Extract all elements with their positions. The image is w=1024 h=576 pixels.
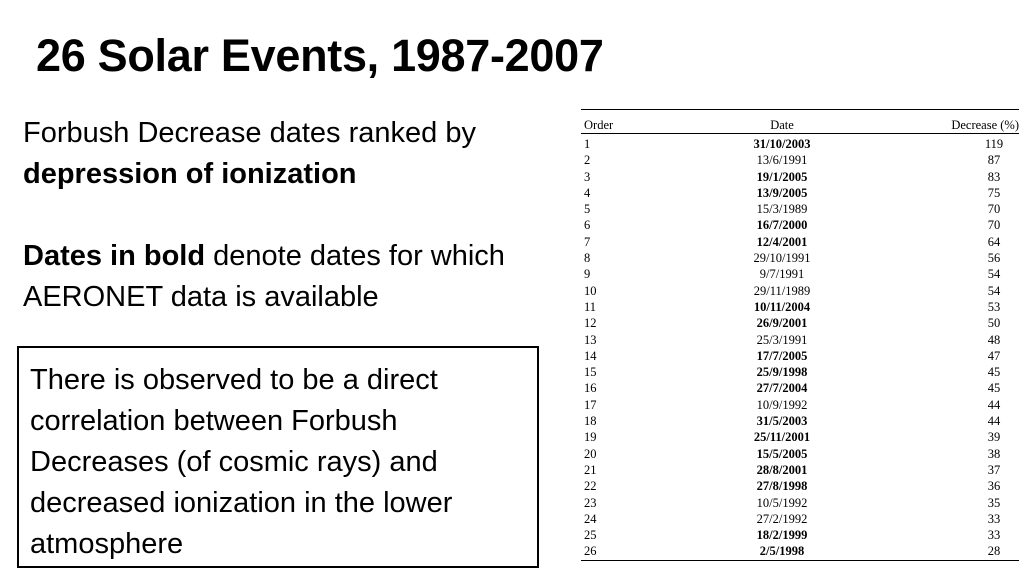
date-cell: 13/6/1991 xyxy=(756,153,808,168)
date-cell: 10/9/1992 xyxy=(756,397,808,412)
order-cell: 23 xyxy=(584,495,597,510)
intro-text xyxy=(23,113,568,318)
date-cell: 10/11/2004 xyxy=(753,299,811,314)
order-cell: 9 xyxy=(584,267,591,282)
order-cell: 14 xyxy=(584,348,597,363)
date-cell: 15/3/1989 xyxy=(756,202,808,217)
decrease-cell: 50 xyxy=(987,316,1001,331)
decrease-cell: 75 xyxy=(987,185,1001,200)
order-cell: 10 xyxy=(584,283,597,298)
table-row xyxy=(581,348,1019,364)
ranking-description-bold: depression of ionization xyxy=(23,158,357,190)
table-header-row xyxy=(581,110,1019,134)
date-cell: 18/2/1999 xyxy=(756,528,808,543)
table-row xyxy=(581,315,1019,331)
decrease-cell: 45 xyxy=(987,365,1001,380)
decrease-column-header: Decrease (%) xyxy=(862,110,1019,134)
order-cell: 8 xyxy=(584,251,591,266)
table-row xyxy=(581,217,1019,233)
decrease-cell: 54 xyxy=(987,283,1001,298)
table-row xyxy=(581,380,1019,396)
ranking-description xyxy=(23,113,568,195)
decrease-cell: 53 xyxy=(987,299,1001,314)
table-row xyxy=(581,234,1019,250)
order-cell: 16 xyxy=(584,381,597,396)
date-cell: 19/1/2005 xyxy=(756,169,808,184)
date-cell: 25/3/1991 xyxy=(756,332,808,347)
order-cell: 3 xyxy=(584,169,591,184)
table-row xyxy=(581,332,1019,348)
ranking-description-plain: Forbush Decrease dates ranked by xyxy=(23,117,476,149)
table-row xyxy=(581,169,1019,185)
order-column-header: Order xyxy=(581,110,702,134)
date-cell: 27/2/1992 xyxy=(756,511,808,526)
decrease-cell: 48 xyxy=(987,332,1001,347)
order-cell: 24 xyxy=(584,511,597,526)
table-row xyxy=(581,527,1019,543)
bold-dates-legend xyxy=(23,236,568,318)
order-cell: 6 xyxy=(584,218,591,233)
date-cell: 26/9/2001 xyxy=(756,316,808,331)
date-cell: 9/7/1991 xyxy=(759,267,805,282)
decrease-cell: 45 xyxy=(987,381,1001,396)
decrease-cell: 56 xyxy=(987,251,1001,266)
order-cell: 26 xyxy=(584,544,597,559)
date-cell: 16/7/2000 xyxy=(756,218,808,233)
decrease-cell: 38 xyxy=(987,446,1001,461)
date-cell: 25/9/1998 xyxy=(756,365,808,380)
decrease-cell: 64 xyxy=(987,234,1001,249)
order-cell: 20 xyxy=(584,446,597,461)
date-cell: 10/5/1992 xyxy=(756,495,808,510)
decrease-cell: 47 xyxy=(987,348,1001,363)
date-cell: 25/11/2001 xyxy=(753,430,811,445)
order-cell: 11 xyxy=(584,299,597,314)
decrease-cell: 33 xyxy=(987,511,1001,526)
decrease-cell: 33 xyxy=(987,528,1001,543)
date-cell: 13/9/2005 xyxy=(756,185,808,200)
decrease-cell: 36 xyxy=(987,479,1001,494)
order-cell: 22 xyxy=(584,479,597,494)
correlation-note-text: There is observed to be a direct correlation between Forbush Decreases (of cosmic rays) and decreased ionization in the lower atmosphere xyxy=(30,364,453,560)
date-cell: 31/5/2003 xyxy=(756,414,808,429)
decrease-cell: 35 xyxy=(987,495,1001,510)
order-cell: 18 xyxy=(584,414,597,429)
date-column-header: Date xyxy=(702,110,862,134)
date-cell: 15/5/2005 xyxy=(756,446,808,461)
order-cell: 19 xyxy=(584,430,597,445)
date-cell: 12/4/2001 xyxy=(756,234,808,249)
table-row xyxy=(581,364,1019,380)
date-cell: 28/8/2001 xyxy=(756,462,808,477)
table-row xyxy=(581,511,1019,527)
decrease-cell: 87 xyxy=(987,153,1001,168)
table-row xyxy=(581,185,1019,201)
decrease-cell: 54 xyxy=(987,267,1001,282)
forbush-decrease-table xyxy=(581,109,1019,561)
decrease-cell: 119 xyxy=(984,137,1004,151)
decrease-cell: 39 xyxy=(987,430,1001,445)
correlation-note-box xyxy=(17,346,539,568)
decrease-cell: 37 xyxy=(987,462,1001,477)
order-cell: 1 xyxy=(584,137,591,151)
bold-dates-legend-plain: denote dates for which AERONET data is available xyxy=(23,240,505,313)
table-row xyxy=(581,283,1019,299)
slide-title: 26 Solar Events, 1987-2007 xyxy=(36,30,604,81)
decrease-cell: 28 xyxy=(987,544,1001,559)
order-cell: 4 xyxy=(584,185,591,200)
decrease-cell: 83 xyxy=(987,169,1001,184)
order-cell: 17 xyxy=(584,397,597,412)
table-row xyxy=(581,134,1019,153)
decrease-cell: 44 xyxy=(987,414,1001,429)
bold-dates-legend-bold: Dates in bold xyxy=(23,240,206,272)
order-cell: 12 xyxy=(584,316,597,331)
order-cell: 13 xyxy=(584,332,597,347)
order-cell: 7 xyxy=(584,234,591,249)
date-cell: 17/7/2005 xyxy=(756,348,808,363)
date-cell: 27/8/1998 xyxy=(756,479,808,494)
table-row xyxy=(581,495,1019,511)
order-cell: 15 xyxy=(584,365,597,380)
date-cell: 29/10/1991 xyxy=(753,251,811,266)
table-row xyxy=(581,543,1019,560)
table-body xyxy=(581,134,1019,561)
table-row xyxy=(581,462,1019,478)
table-row xyxy=(581,446,1019,462)
table-row xyxy=(581,397,1019,413)
date-cell: 2/5/1998 xyxy=(759,544,805,559)
table-row xyxy=(581,250,1019,266)
table-row xyxy=(581,201,1019,217)
decrease-cell: 44 xyxy=(987,397,1001,412)
table-row xyxy=(581,478,1019,494)
order-cell: 21 xyxy=(584,462,597,477)
date-cell: 27/7/2004 xyxy=(756,381,808,396)
date-cell: 31/10/2003 xyxy=(753,137,811,151)
table-row xyxy=(581,413,1019,429)
decrease-cell: 70 xyxy=(987,218,1001,233)
date-cell: 29/11/1989 xyxy=(753,283,811,298)
order-cell: 2 xyxy=(584,153,591,168)
order-cell: 5 xyxy=(584,202,591,217)
table-row xyxy=(581,266,1019,282)
table-row xyxy=(581,152,1019,168)
decrease-cell: 70 xyxy=(987,202,1001,217)
order-cell: 25 xyxy=(584,528,597,543)
table-row xyxy=(581,429,1019,445)
table-row xyxy=(581,299,1019,315)
